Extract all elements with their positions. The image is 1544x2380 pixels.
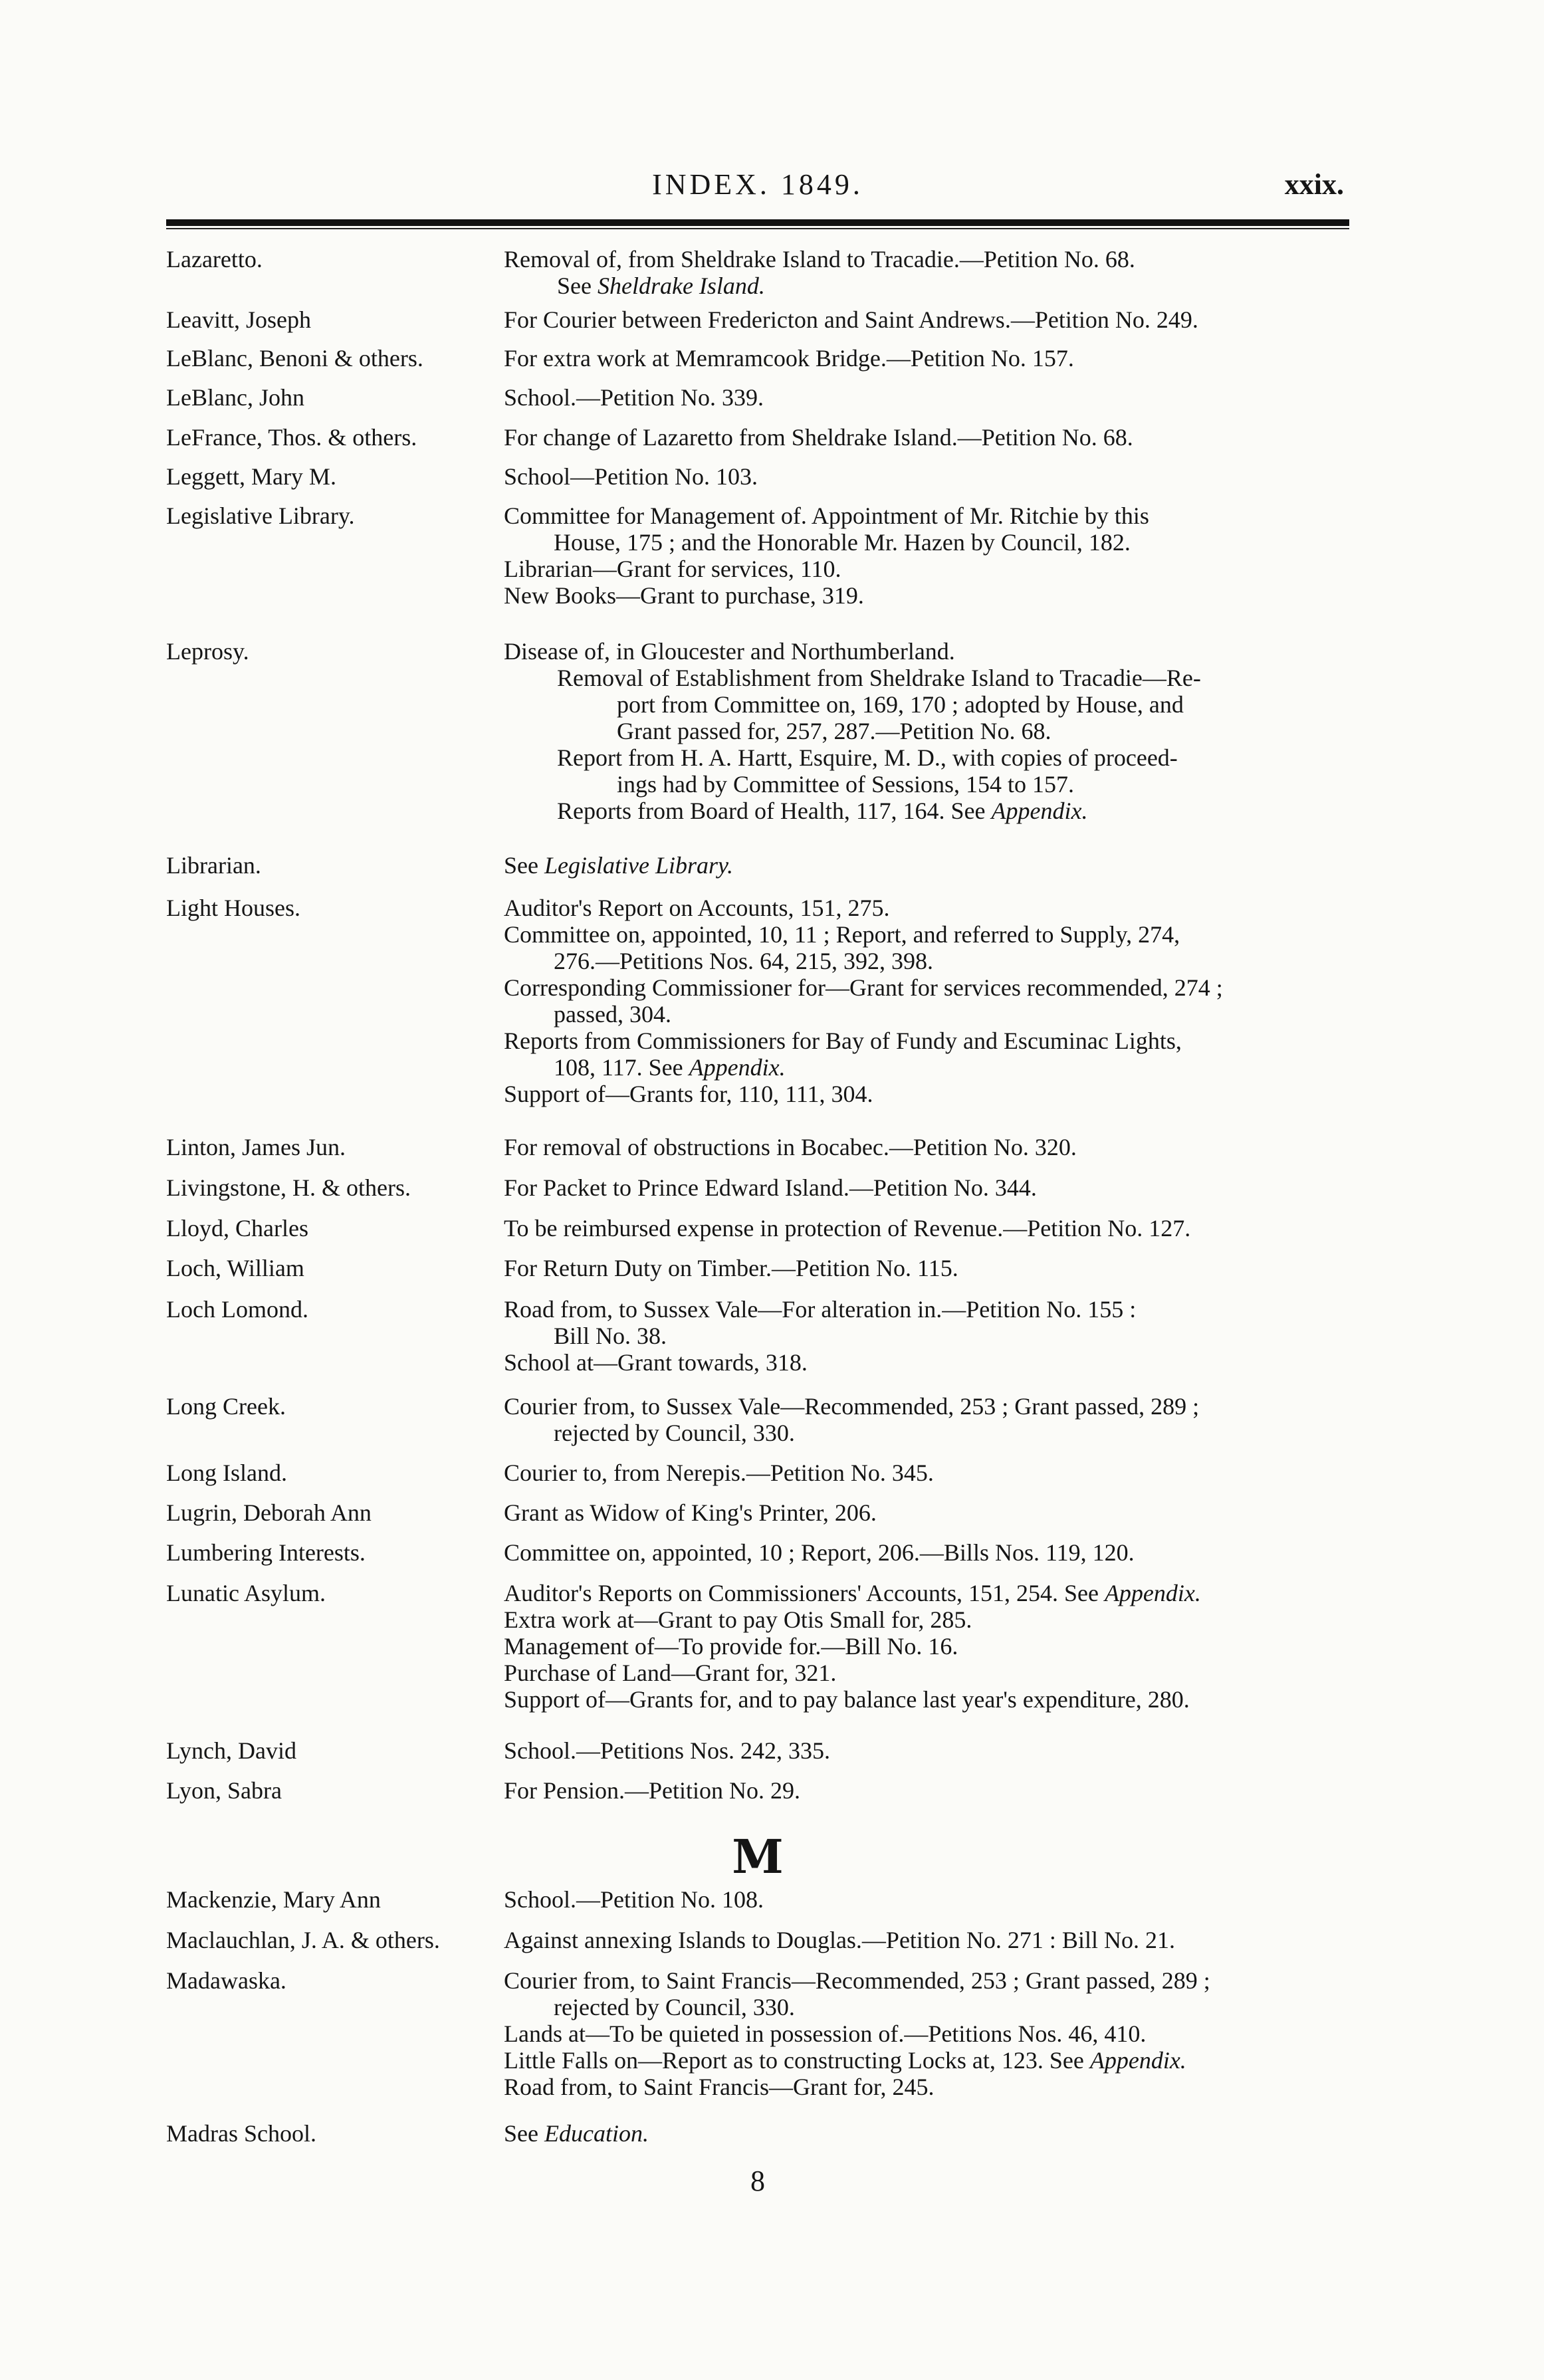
index-references bbox=[504, 1296, 1351, 1376]
index-references bbox=[504, 1737, 1351, 1764]
reference-line bbox=[504, 1215, 1351, 1242]
reference-text: Committee on, appointed, 10, 11 ; Report, and referred to Supply, 274, bbox=[504, 921, 1180, 948]
reference-line bbox=[504, 246, 1351, 272]
page-header bbox=[166, 165, 1349, 211]
reference-text: Removal of, from Sheldrake Island to Tracadie.—Petition No. 68. bbox=[504, 246, 1135, 272]
reference-text: Corresponding Commissioner for—Grant for services recommended, 274 ; bbox=[504, 974, 1223, 1001]
reference-text: Auditor's Reports on Commissioners' Accounts, 151, 254. See bbox=[504, 1580, 1105, 1606]
reference-text: port from Committee on, 169, 170 ; adopted by House, and bbox=[617, 691, 1184, 718]
index-references bbox=[504, 1539, 1351, 1566]
reference-line bbox=[504, 1660, 1351, 1686]
reference-line bbox=[504, 798, 1351, 824]
index-term: Librarian. bbox=[166, 852, 261, 879]
index-references bbox=[504, 246, 1351, 299]
index-references bbox=[504, 1886, 1351, 1913]
reference-text: House, 175 ; and the Honorable Mr. Hazen by Council, 182. bbox=[554, 529, 1131, 556]
reference-line bbox=[504, 1255, 1351, 1281]
reference-line bbox=[504, 1686, 1351, 1713]
index-term: Long Creek. bbox=[166, 1393, 286, 1420]
reference-line bbox=[504, 2020, 1351, 2047]
reference-line bbox=[504, 1081, 1351, 1107]
cross-reference-italic: Legislative Library. bbox=[544, 852, 733, 879]
reference-text: Management of—To provide for.—Bill No. 16. bbox=[504, 1633, 958, 1660]
index-term: Lynch, David bbox=[166, 1737, 296, 1764]
reference-line bbox=[504, 1028, 1351, 1054]
reference-text: Reports from Commissioners for Bay of Fundy and Escuminac Lights, bbox=[504, 1028, 1182, 1054]
index-term: Lazaretto. bbox=[166, 246, 263, 272]
reference-text: Purchase of Land—Grant for, 321. bbox=[504, 1660, 837, 1686]
reference-text: See bbox=[504, 852, 544, 879]
reference-text: See bbox=[557, 272, 598, 299]
reference-line bbox=[504, 556, 1351, 582]
index-references bbox=[504, 852, 1351, 879]
index-term: Leggett, Mary M. bbox=[166, 463, 336, 490]
reference-line bbox=[504, 1886, 1351, 1913]
reference-text: Lands at—To be quieted in possession of.—Petitions Nos. 46, 410. bbox=[504, 2020, 1147, 2047]
index-term: Lyon, Sabra bbox=[166, 1777, 282, 1804]
reference-text: School.—Petition No. 108. bbox=[504, 1886, 764, 1913]
reference-text: Grant passed for, 257, 287.—Petition No. 68. bbox=[617, 718, 1051, 744]
reference-line bbox=[504, 852, 1351, 879]
reference-text: Bill No. 38. bbox=[554, 1323, 667, 1349]
index-term: Leavitt, Joseph bbox=[166, 306, 311, 333]
reference-text: Courier from, to Saint Francis—Recommended, 253 ; Grant passed, 289 ; bbox=[504, 1967, 1210, 1994]
reference-line bbox=[504, 345, 1351, 372]
index-references bbox=[504, 1499, 1351, 1526]
index-references bbox=[504, 345, 1351, 372]
reference-line bbox=[504, 1349, 1351, 1376]
reference-text: For extra work at Memramcook Bridge.—Petition No. 157. bbox=[504, 345, 1074, 372]
cross-reference-italic: Appendix. bbox=[689, 1054, 786, 1081]
reference-text: Extra work at—Grant to pay Otis Small for, 285. bbox=[504, 1606, 972, 1633]
reference-text: For removal of obstructions in Bocabec.—Petition No. 320. bbox=[504, 1134, 1077, 1160]
folio-number: 8 bbox=[750, 2165, 765, 2197]
index-references bbox=[504, 502, 1351, 609]
index-references bbox=[504, 384, 1351, 411]
reference-line bbox=[504, 1296, 1351, 1323]
index-term: Lumbering Interests. bbox=[166, 1539, 366, 1566]
reference-text: Grant as Widow of King's Printer, 206. bbox=[504, 1499, 877, 1526]
reference-text: Road from, to Saint Francis—Grant for, 245. bbox=[504, 2074, 935, 2100]
index-term: Lugrin, Deborah Ann bbox=[166, 1499, 372, 1526]
index-references bbox=[504, 1967, 1351, 2100]
reference-text: Against annexing Islands to Douglas.—Petition No. 271 : Bill No. 21. bbox=[504, 1927, 1175, 1953]
index-references bbox=[504, 2120, 1351, 2147]
index-references bbox=[504, 895, 1351, 1107]
reference-line bbox=[504, 463, 1351, 490]
reference-line bbox=[504, 691, 1351, 718]
index-term: Lunatic Asylum. bbox=[166, 1580, 326, 1606]
reference-text: Committee for Management of. Appointment of Mr. Ritchie by this bbox=[504, 502, 1149, 529]
reference-text: Support of—Grants for, 110, 111, 304. bbox=[504, 1081, 873, 1107]
index-term: LeBlanc, Benoni & others. bbox=[166, 345, 423, 372]
reference-line bbox=[504, 1737, 1351, 1764]
reference-line bbox=[504, 1460, 1351, 1486]
index-term: Light Houses. bbox=[166, 895, 300, 921]
reference-line bbox=[504, 1606, 1351, 1633]
index-references bbox=[504, 306, 1351, 333]
reference-line bbox=[504, 502, 1351, 529]
index-references bbox=[504, 1460, 1351, 1486]
reference-line bbox=[504, 424, 1351, 451]
reference-line bbox=[504, 1580, 1351, 1606]
index-references bbox=[504, 1134, 1351, 1160]
index-references bbox=[504, 1580, 1351, 1713]
index-term: Leprosy. bbox=[166, 638, 249, 665]
reference-line bbox=[504, 272, 1351, 299]
index-references bbox=[504, 1393, 1351, 1446]
reference-text: New Books—Grant to purchase, 319. bbox=[504, 582, 864, 609]
index-term: LeFrance, Thos. & others. bbox=[166, 424, 417, 451]
reference-line bbox=[504, 384, 1351, 411]
reference-line bbox=[504, 948, 1351, 974]
reference-line bbox=[504, 1134, 1351, 1160]
cross-reference-italic: Education. bbox=[544, 2120, 649, 2147]
cross-reference-italic: Appendix. bbox=[991, 798, 1088, 824]
index-references bbox=[504, 1255, 1351, 1281]
reference-text: ings had by Committee of Sessions, 154 to 157. bbox=[617, 771, 1074, 798]
cross-reference-italic: Appendix. bbox=[1104, 1580, 1201, 1606]
reference-text: Road from, to Sussex Vale—For alteration in.—Petition No. 155 : bbox=[504, 1296, 1137, 1323]
reference-text: passed, 304. bbox=[554, 1001, 671, 1028]
reference-line bbox=[504, 974, 1351, 1001]
reference-line bbox=[504, 582, 1351, 609]
reference-text: 276.—Petitions Nos. 64, 215, 392, 398. bbox=[554, 948, 934, 974]
reference-line bbox=[504, 665, 1351, 691]
reference-line bbox=[504, 1323, 1351, 1349]
reference-line bbox=[504, 1393, 1351, 1420]
reference-text: School.—Petitions Nos. 242, 335. bbox=[504, 1737, 831, 1764]
reference-text: For change of Lazaretto from Sheldrake Island.—Petition No. 68. bbox=[504, 424, 1133, 451]
index-term: Madras School. bbox=[166, 2120, 316, 2147]
index-references bbox=[504, 1215, 1351, 1242]
reference-line bbox=[504, 1994, 1351, 2020]
index-term: Long Island. bbox=[166, 1460, 287, 1486]
reference-line bbox=[504, 2120, 1351, 2147]
roman-page-number: xxix. bbox=[1284, 168, 1344, 201]
reference-line bbox=[504, 771, 1351, 798]
reference-line bbox=[504, 1927, 1351, 1953]
reference-line bbox=[504, 1499, 1351, 1526]
reference-text: Reports from Board of Health, 117, 164. See bbox=[557, 798, 992, 824]
reference-text: See bbox=[504, 2120, 544, 2147]
index-references bbox=[504, 1777, 1351, 1804]
reference-text: Auditor's Report on Accounts, 151, 275. bbox=[504, 895, 890, 921]
reference-text: Removal of Establishment from Sheldrake Island to Tracadie—Re- bbox=[557, 665, 1201, 691]
reference-line bbox=[504, 1420, 1351, 1446]
reference-text: rejected by Council, 330. bbox=[554, 1994, 795, 2020]
reference-text: For Courier between Fredericton and Saint Andrews.—Petition No. 249. bbox=[504, 306, 1198, 333]
index-term: Mackenzie, Mary Ann bbox=[166, 1886, 381, 1913]
reference-text: For Pension.—Petition No. 29. bbox=[504, 1777, 801, 1804]
header-rule bbox=[166, 219, 1349, 226]
section-letter: M bbox=[732, 1829, 784, 1884]
reference-line bbox=[504, 895, 1351, 921]
reference-text: Support of—Grants for, and to pay balance last year's expenditure, 280. bbox=[504, 1686, 1190, 1713]
index-references bbox=[504, 1927, 1351, 1953]
index-term: Loch, William bbox=[166, 1255, 304, 1281]
index-references bbox=[504, 638, 1351, 824]
index-references bbox=[504, 1174, 1351, 1201]
reference-text: Report from H. A. Hartt, Esquire, M. D., with copies of proceed- bbox=[557, 744, 1178, 771]
index-term: Madawaska. bbox=[166, 1967, 286, 1994]
page-title: INDEX. 1849. bbox=[652, 168, 863, 201]
reference-text: School at—Grant towards, 318. bbox=[504, 1349, 808, 1376]
reference-text: Courier to, from Nerepis.—Petition No. 345. bbox=[504, 1460, 934, 1486]
reference-text: Disease of, in Gloucester and Northumberland. bbox=[504, 638, 955, 665]
reference-text: School.—Petition No. 339. bbox=[504, 384, 764, 411]
reference-text: Committee on, appointed, 10 ; Report, 206.—Bills Nos. 119, 120. bbox=[504, 1539, 1135, 1566]
reference-text: Courier from, to Sussex Vale—Recommended, 253 ; Grant passed, 289 ; bbox=[504, 1393, 1200, 1420]
index-references bbox=[504, 424, 1351, 451]
reference-text: For Packet to Prince Edward Island.—Petition No. 344. bbox=[504, 1174, 1037, 1201]
reference-line bbox=[504, 1174, 1351, 1201]
reference-text: School—Petition No. 103. bbox=[504, 463, 758, 490]
reference-line bbox=[504, 2074, 1351, 2100]
index-term: Linton, James Jun. bbox=[166, 1134, 346, 1160]
reference-text: Little Falls on—Report as to constructing Locks at, 123. See bbox=[504, 2047, 1090, 2074]
reference-line bbox=[504, 2047, 1351, 2074]
reference-line bbox=[504, 638, 1351, 665]
header-rule-thin bbox=[166, 228, 1349, 229]
index-references bbox=[504, 463, 1351, 490]
reference-line bbox=[504, 1967, 1351, 1994]
reference-text: Librarian—Grant for services, 110. bbox=[504, 556, 841, 582]
reference-line bbox=[504, 306, 1351, 333]
reference-text: For Return Duty on Timber.—Petition No. 115. bbox=[504, 1255, 958, 1281]
reference-text: rejected by Council, 330. bbox=[554, 1420, 795, 1446]
index-term: LeBlanc, John bbox=[166, 384, 304, 411]
cross-reference-italic: Appendix. bbox=[1089, 2047, 1186, 2074]
reference-line bbox=[504, 744, 1351, 771]
index-term: Legislative Library. bbox=[166, 502, 355, 529]
reference-text: 108, 117. See bbox=[554, 1054, 689, 1081]
index-term: Lloyd, Charles bbox=[166, 1215, 308, 1242]
index-term: Maclauchlan, J. A. & others. bbox=[166, 1927, 440, 1953]
reference-line bbox=[504, 921, 1351, 948]
reference-text: To be reimbursed expense in protection of Revenue.—Petition No. 127. bbox=[504, 1215, 1191, 1242]
reference-line bbox=[504, 1539, 1351, 1566]
cross-reference-italic: Sheldrake Island. bbox=[597, 272, 765, 299]
reference-line bbox=[504, 529, 1351, 556]
reference-line bbox=[504, 1054, 1351, 1081]
reference-line bbox=[504, 1633, 1351, 1660]
index-term: Livingstone, H. & others. bbox=[166, 1174, 411, 1201]
reference-line bbox=[504, 1001, 1351, 1028]
reference-line bbox=[504, 718, 1351, 744]
index-term: Loch Lomond. bbox=[166, 1296, 308, 1323]
reference-line bbox=[504, 1777, 1351, 1804]
